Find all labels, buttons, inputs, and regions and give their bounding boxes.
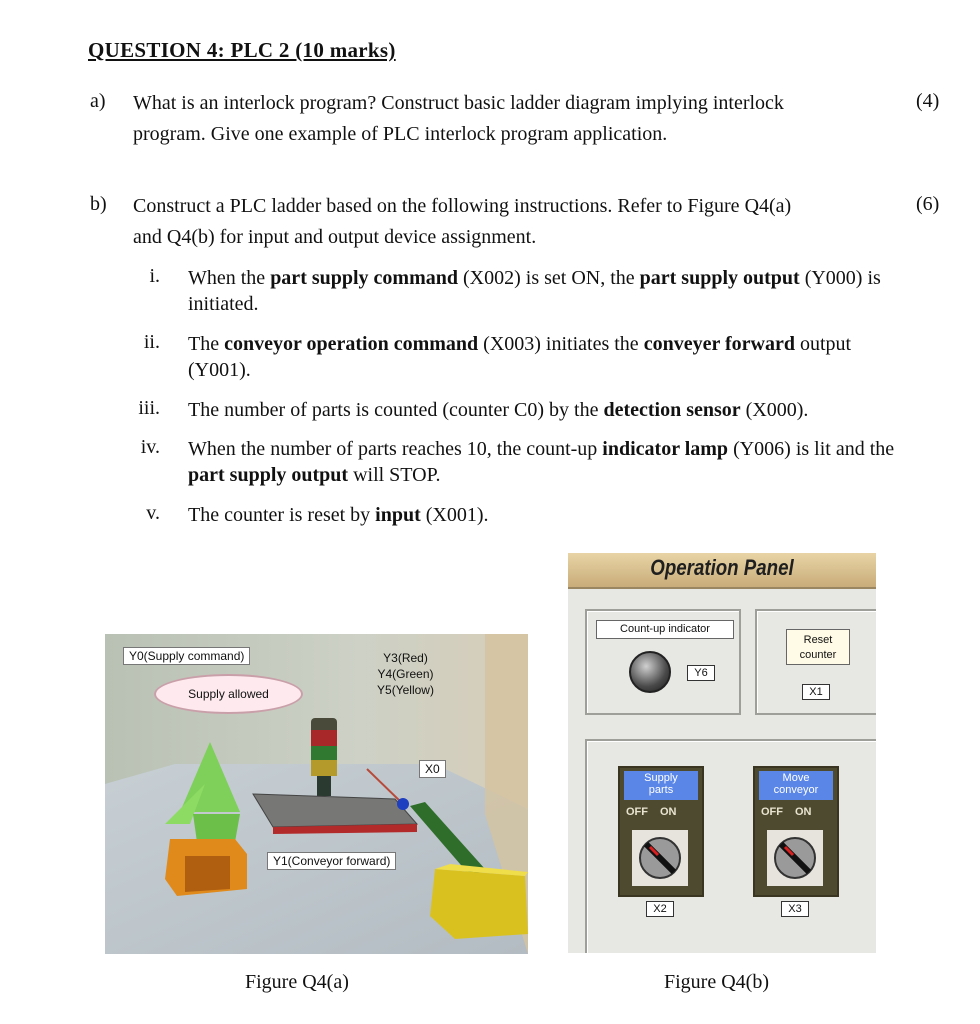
part-b-text	[133, 191, 903, 253]
move-conveyor-switch[interactable]	[753, 766, 839, 897]
part-b-line1: Construct a PLC ladder based on the following instructions. Refer to Figure Q4(a)	[133, 195, 792, 217]
supply-parts-title	[624, 771, 698, 800]
move-label-line2: conveyor	[773, 784, 819, 796]
part-a-line1: What is an interlock program? Construct basic ladder diagram implying interlock	[133, 92, 784, 114]
rotary-knob-icon[interactable]	[632, 830, 688, 886]
item-number: i.	[149, 265, 160, 287]
move-label-line1: Move	[782, 772, 810, 784]
item-number: ii.	[143, 331, 160, 353]
part-a-line2: program. Give one example of PLC interlock program application.	[133, 123, 668, 145]
move-x3-tag: X3	[781, 901, 809, 917]
off-label: OFF	[626, 806, 648, 818]
move-conveyor-title	[759, 771, 833, 800]
list-item: The conveyor operation command (X003) initiates the conveyer forward output (Y001).	[188, 333, 852, 381]
rotary-knob-icon[interactable]	[767, 830, 823, 886]
supply-label-line1: Supply	[644, 772, 678, 784]
part-b-marks: (6)	[916, 193, 940, 215]
sensor-x0-label: X0	[419, 760, 446, 778]
lamp-y3-label: Y3(Red)	[383, 651, 428, 665]
supply-parts-switch[interactable]	[618, 766, 704, 897]
reset-counter-button[interactable]	[786, 629, 850, 665]
on-label: ON	[660, 806, 677, 818]
countup-y6-tag: Y6	[687, 665, 715, 681]
item-number: v.	[146, 502, 160, 524]
countup-indicator-label: Count-up indicator	[596, 620, 734, 639]
supply-command-label: Y0(Supply command)	[123, 647, 250, 665]
list-item: The counter is reset by input (X001).	[188, 504, 489, 526]
conveyor-forward-label: Y1(Conveyor forward)	[267, 852, 396, 870]
part-b-label: b)	[90, 193, 107, 215]
part-a-label: a)	[90, 90, 106, 112]
item-number: iii.	[138, 397, 160, 419]
list-item: The number of parts is counted (counter C0) by the detection sensor (X000).	[188, 399, 809, 421]
off-label: OFF	[761, 806, 783, 818]
item-number: iv.	[140, 436, 160, 458]
supply-label-line2: parts	[648, 784, 674, 796]
stack-light-labels	[363, 650, 448, 698]
list-item: When the part supply command (X002) is set ON, the part supply output (Y000) is initiated.	[188, 267, 881, 315]
question-title: QUESTION 4: PLC 2 (10 marks)	[88, 38, 396, 62]
reset-label-line2: counter	[799, 649, 837, 661]
lamp-icon	[629, 651, 671, 693]
figure-q4a	[105, 634, 528, 954]
operation-panel-header	[568, 553, 876, 589]
part-b-line2: and Q4(b) for input and output device assignment.	[133, 226, 537, 248]
reset-x1-tag: X1	[802, 684, 830, 700]
lamp-y5-label: Y5(Yellow)	[377, 683, 434, 697]
part-a-marks: (4)	[916, 90, 940, 112]
list-item: When the number of parts reaches 10, the count-up indicator lamp (Y006) is lit and the part supply output will STOP.	[188, 438, 895, 486]
on-label: ON	[795, 806, 812, 818]
supply-allowed-lamp: Supply allowed	[154, 674, 303, 714]
reset-label-line1: Reset	[803, 634, 833, 646]
part-a-text	[133, 88, 903, 150]
operation-panel-title: Operation Panel	[650, 555, 794, 580]
figure-q4a-caption: Figure Q4(a)	[245, 971, 349, 993]
figure-q4b	[568, 553, 876, 953]
supply-x2-tag: X2	[646, 901, 674, 917]
figure-q4b-caption: Figure Q4(b)	[664, 971, 769, 993]
lamp-y4-label: Y4(Green)	[377, 667, 434, 681]
